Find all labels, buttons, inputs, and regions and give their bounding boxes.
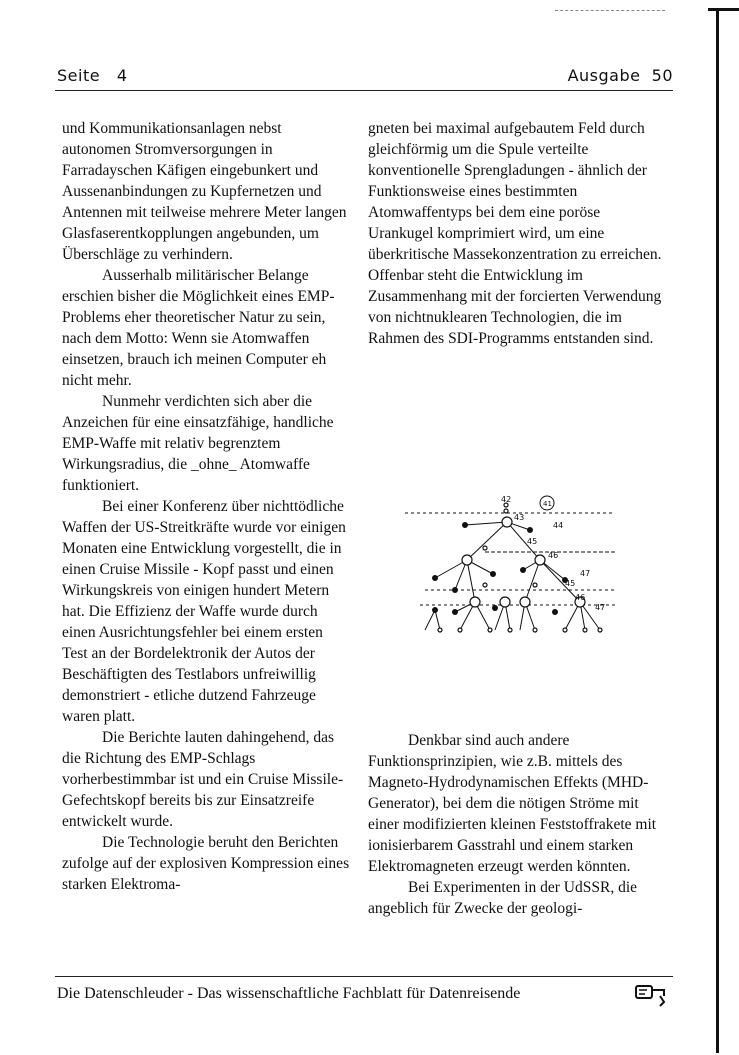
paragraph: Ausserhalb militärischer Belange erschien bisher die Möglichkeit eines EMP-Problems eher theoretischer Natur zu sein, nach dem Motto: Wenn sie Atomwaffen einsetzen, brauch ich meinen Computer eh nicht mehr. xyxy=(62,267,335,389)
paragraph: und Kommunikationsanlagen nebst autonomen Stromversorgungen in Farradayschen Käfigen eingebunkert und Aussenanbindungen zu Kupfernetzen und Antennen mit teilweise mehrere Meter langen Glasfaserentkopplungen angebunden, um Überschläge zu verhindern. xyxy=(62,120,347,263)
ccc-logo-icon xyxy=(634,982,670,1008)
paragraph: Die Technologie beruht den Berichten zufolge auf der explosiven Kompression eines starken Elektroma- xyxy=(62,834,350,893)
footer-text: Die Datenschleuder - Das wissenschaftliche Fachblatt für Datenreisende xyxy=(57,985,521,1002)
diagram-label: 42 xyxy=(501,495,512,504)
header-rule xyxy=(55,90,673,91)
page-number: Seite 4 xyxy=(57,66,128,85)
issue-number: Ausgabe 50 xyxy=(567,66,673,85)
right-column xyxy=(368,118,668,349)
page-edge-bar xyxy=(716,8,719,1053)
paragraph: Bei Experimenten in der UdSSR, die angeblich für Zwecke der geologi- xyxy=(368,879,638,917)
diagram-label: 46 xyxy=(575,593,586,602)
diagram-label: 45 xyxy=(565,579,576,588)
cascade-diagram xyxy=(405,490,625,655)
paragraph: Denkbar sind auch andere Funktionsprinzipien, wie z.B. mittels des Magneto-Hydrodynamischen Effekts (MHD-Generator), bei dem die nötigen Ströme mit einer modifizierten kleinen Feststoffrakete mit ionisierbarem Gasstrahl und einem starken Elektromagneten erzeugt werden könnten. xyxy=(368,732,657,875)
diagram-label: 45 xyxy=(527,537,538,546)
left-column xyxy=(62,118,352,895)
diagram-label: 41 xyxy=(543,500,552,508)
right-column-lower xyxy=(368,730,668,919)
diagram-label: 47 xyxy=(580,569,591,578)
paragraph: gneten bei maximal aufgebautem Feld durch gleichförmig um die Spule verteilte konventionelle Sprengladungen - ähnlich der Funktionsweise eines bestimmten Atomwaffentyps bei dem eine poröse Urankugel komprimiert wird, um eine überkritische Massekonzentration zu erreichen. Offenbar steht die Entwicklung im Zusammenhang mit der forcierten Verwendung von nichtnuklearen Technologien, die im Rahmen des SDI-Programms entstanden sind. xyxy=(368,120,662,347)
paragraph: Die Berichte lauten dahingehend, das die Richtung des EMP-Schlags vorherbestimmbar ist und ein Cruise Missile-Gefechtskopf bereits bis zur Einsatzreife entwickelt wurde. xyxy=(62,729,344,830)
scan-artifact-line xyxy=(555,10,665,11)
paragraph: Bei einer Konferenz über nichttödliche Waffen der US-Streitkräfte wurde vor einigen Monaten eine Entwicklung vorgestellt, die in einen Cruise Missile - Kopf passt und einen Wirkungskreis von einigen hundert Metern hat. Die Effizienz der Waffe wurde durch einen Ausrichtungsfehler bei einem ersten Test an der Bordelektronik der Autos der Beschäftigten des Testlabors unfreiwillig demonstriert - etliche dutzend Fahrzeuge waren platt. xyxy=(62,498,346,725)
diagram-label: 47 xyxy=(595,603,606,612)
diagram-label: 46 xyxy=(548,551,559,560)
diagram-label: 43 xyxy=(514,513,525,522)
page-edge-top xyxy=(708,8,739,11)
diagram-label: 44 xyxy=(553,521,564,530)
paragraph: Nunmehr verdichten sich aber die Anzeichen für eine einsatzfähige, handliche EMP-Waffe mit relativ begrenztem Wirkungsradius, die _ohne_ Atomwaffe funktioniert. xyxy=(62,393,334,494)
footer-rule xyxy=(55,976,673,977)
